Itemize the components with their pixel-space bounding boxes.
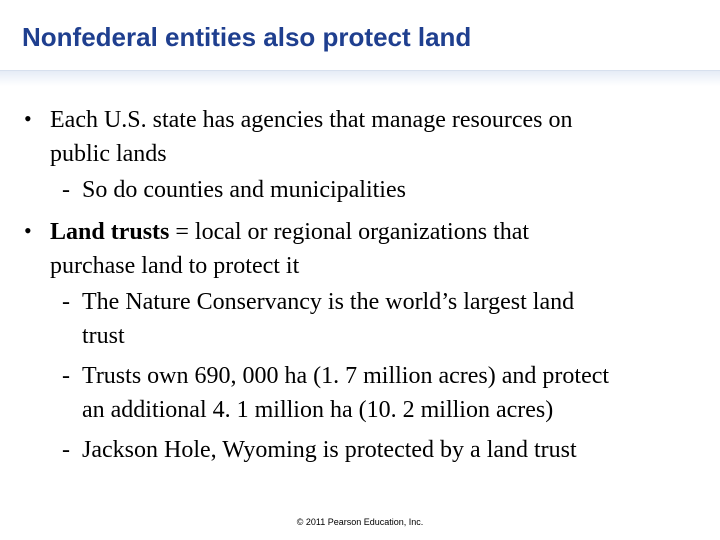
subitem-text-line: trust [82,323,125,349]
dash-icon: - [62,437,70,463]
copyright-footer: © 2011 Pearson Education, Inc. [296,517,424,527]
dash-icon: - [62,177,70,203]
bullet-text-line: public lands [50,141,167,167]
dash-icon: - [62,363,70,389]
bullet-icon: • [24,218,32,243]
subitem-text-line: The Nature Conservancy is the world’s largest land [82,289,575,315]
slide-title: Nonfederal entities also protect land [22,22,472,52]
dash-icon: - [62,289,70,315]
subitem-text-line: Jackson Hole, Wyoming is protected by a land trust [82,437,577,463]
subitem-text-line: an additional 4. 1 million ha (10. 2 million acres) [82,397,554,423]
bullet-text-line [50,218,529,246]
bold-term: Land trusts [50,219,170,245]
title-divider-line [0,70,720,71]
bullet-text-line: purchase land to protect it [50,253,300,279]
bullet-text-segment: = local or regional organizations that [169,219,530,245]
subitem-text-line: Trusts own 690, 000 ha (1. 7 million acres) and protect [82,363,610,389]
title-divider-band [0,70,720,86]
bullet-text-line: Each U.S. state has agencies that manage resources on [50,107,573,133]
bullet-icon: • [24,106,32,131]
subitem-text-line: So do counties and municipalities [82,177,406,203]
